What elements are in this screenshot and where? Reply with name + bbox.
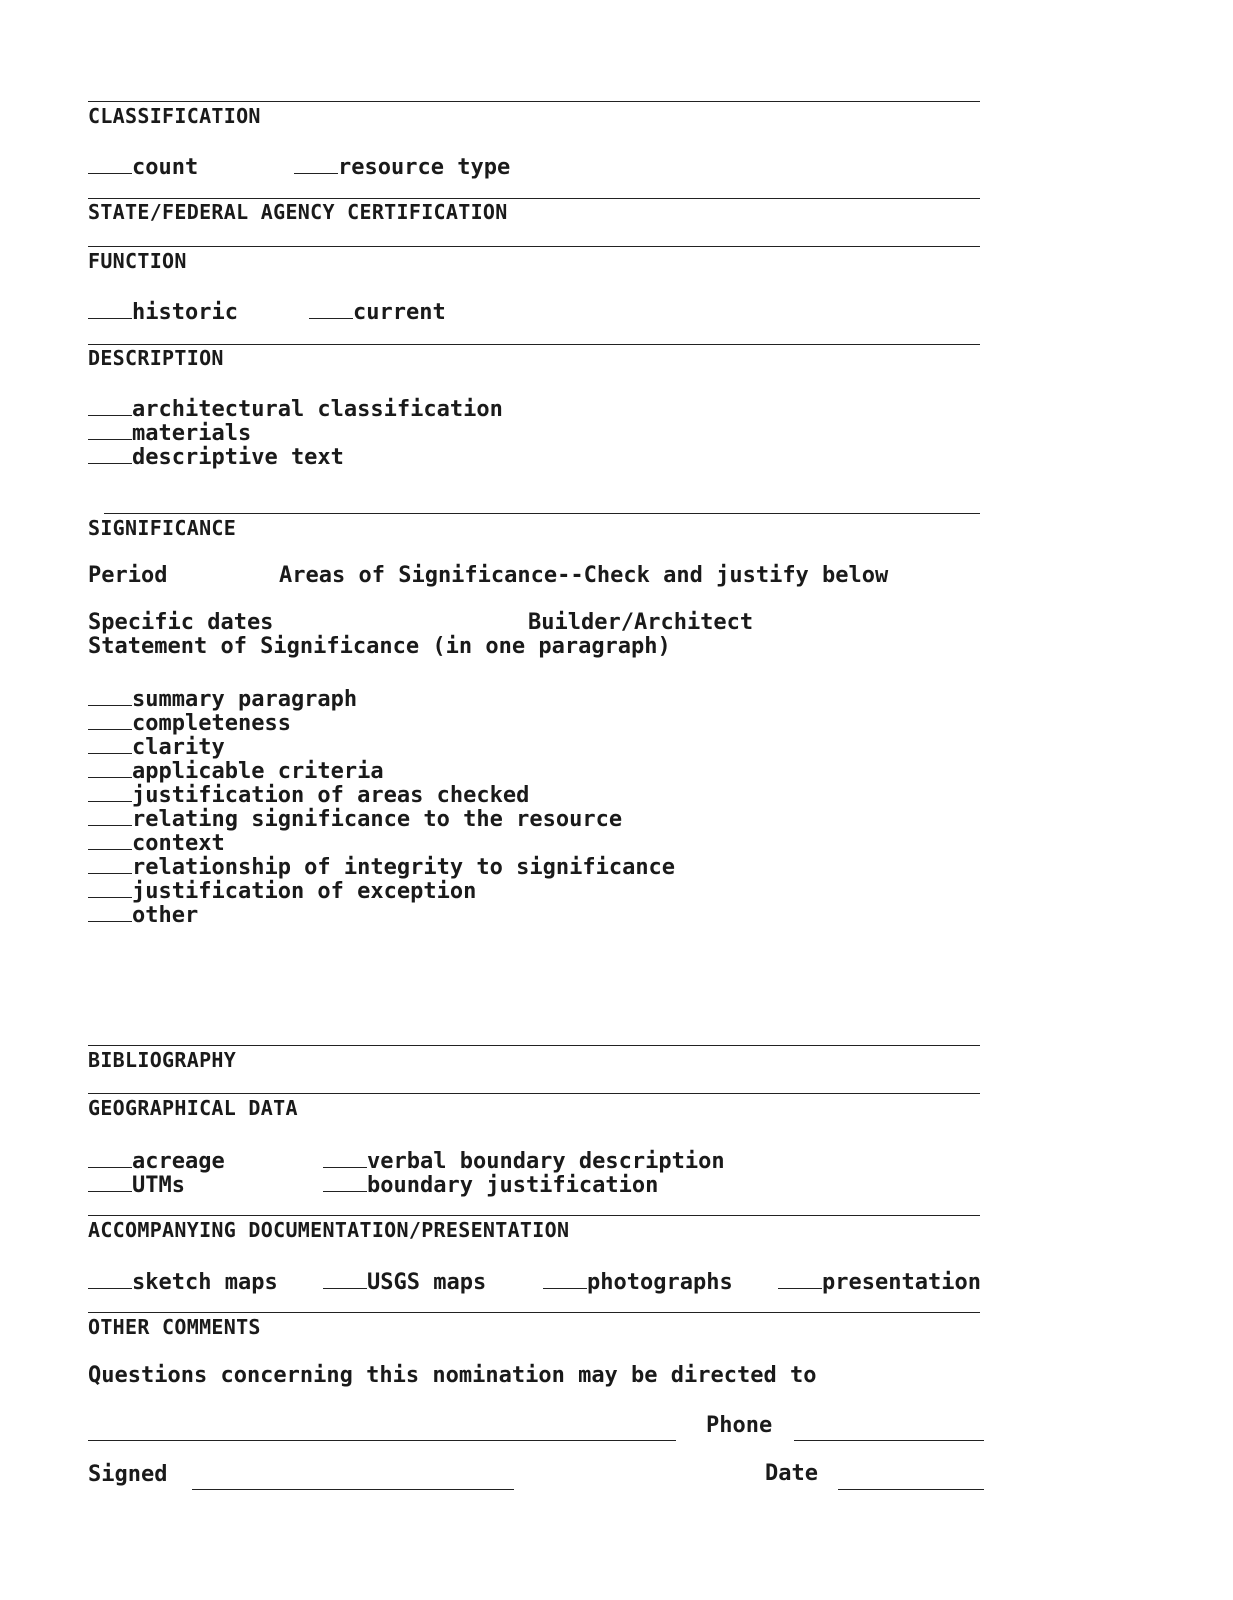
item-label: justification of exception [132,879,477,904]
phone-label: Phone [706,1413,773,1438]
section-rule [88,1215,980,1216]
phone-line[interactable] [794,1440,984,1441]
item-label: UTMs [132,1173,185,1198]
checkbox-current[interactable] [309,296,446,325]
item-label: summary paragraph [132,687,358,712]
blank-line [88,779,132,802]
checkbox-boundary-justification[interactable] [323,1169,658,1198]
certification-heading: STATE/FEDERAL AGENCY CERTIFICATION [88,200,508,224]
significance-heading: SIGNIFICANCE [88,516,237,540]
blank-line [323,1169,367,1192]
checkbox-historic[interactable] [88,296,238,325]
checkbox-resource-type[interactable] [294,151,510,180]
date-line[interactable] [838,1489,984,1490]
section-rule [88,1045,980,1046]
blank-line [778,1266,822,1289]
checkbox-sketch-maps[interactable] [88,1266,278,1295]
blank-line [88,755,132,778]
item-label: count [132,155,199,180]
checkbox-usgs-maps[interactable] [323,1266,486,1295]
section-rule [88,198,980,199]
checkbox-photographs[interactable] [543,1266,733,1295]
blank-line [88,707,132,730]
blank-line [88,875,132,898]
bibliography-heading: BIBLIOGRAPHY [88,1048,237,1072]
geographical-heading: GEOGRAPHICAL DATA [88,1096,298,1120]
item-label: context [132,831,225,856]
checkbox-count[interactable] [88,151,198,180]
item-label: acreage [132,1149,225,1174]
blank-line [88,1169,132,1192]
builder-label: Builder/Architect [528,610,754,635]
checkbox-presentation[interactable] [778,1266,981,1295]
blank-line [88,1145,132,1168]
section-rule [88,1093,980,1094]
section-rule [88,101,980,102]
checkbox-utms[interactable] [88,1169,185,1198]
statement-label: Statement of Significance (in one paragraph) [88,634,671,659]
item-label: materials [132,421,252,446]
item-label: boundary justification [367,1173,659,1198]
blank-line [543,1266,587,1289]
item-label: clarity [132,735,225,760]
blank-line [88,851,132,874]
signed-label: Signed [88,1462,168,1487]
blank-line [88,393,132,416]
period-label: Period [88,563,168,588]
blank-line [88,803,132,826]
areas-label: Areas of Significance--Check and justify below [279,563,889,588]
item-label: architectural classification [132,397,503,422]
date-label: Date [765,1461,818,1486]
blank-line [323,1266,367,1289]
checkbox-descriptive-text[interactable] [88,441,344,470]
blank-line [88,899,132,922]
description-heading: DESCRIPTION [88,346,224,370]
blank-line [88,296,132,319]
item-label: relating significance to the resource [132,807,623,832]
signature-line[interactable] [192,1489,514,1490]
specific-dates-label: Specific dates [88,610,274,635]
item-label: descriptive text [132,445,344,470]
blank-line [88,151,132,174]
blank-line [88,827,132,850]
comments-heading: OTHER COMMENTS [88,1315,261,1339]
blank-line [88,683,132,706]
function-heading: FUNCTION [88,249,187,273]
item-label: verbal boundary description [367,1149,725,1174]
section-rule [104,513,980,514]
blank-line [294,151,338,174]
item-label: historic [132,300,238,325]
blank-line [309,296,353,319]
blank-line [88,731,132,754]
questions-text: Questions concerning this nomination may be directed to [88,1363,817,1388]
blank-line [88,441,132,464]
classification-heading: CLASSIFICATION [88,104,261,128]
section-rule [88,1312,980,1313]
item-label: current [353,300,446,325]
blank-line [323,1145,367,1168]
item-label: USGS maps [367,1270,487,1295]
item-label: photographs [587,1270,733,1295]
item-label: applicable criteria [132,759,384,784]
item-label: resource type [338,155,511,180]
section-rule [88,246,980,247]
blank-line [88,417,132,440]
section-rule [88,344,980,345]
contact-name-line[interactable] [88,1440,676,1441]
item-label: presentation [822,1270,981,1295]
documentation-heading: ACCOMPANYING DOCUMENTATION/PRESENTATION [88,1218,570,1242]
item-label: sketch maps [132,1270,278,1295]
item-label: relationship of integrity to significance [132,855,676,880]
checkbox-other[interactable] [88,899,198,928]
item-label: other [132,903,199,928]
blank-line [88,1266,132,1289]
item-label: justification of areas checked [132,783,530,808]
item-label: completeness [132,711,291,736]
